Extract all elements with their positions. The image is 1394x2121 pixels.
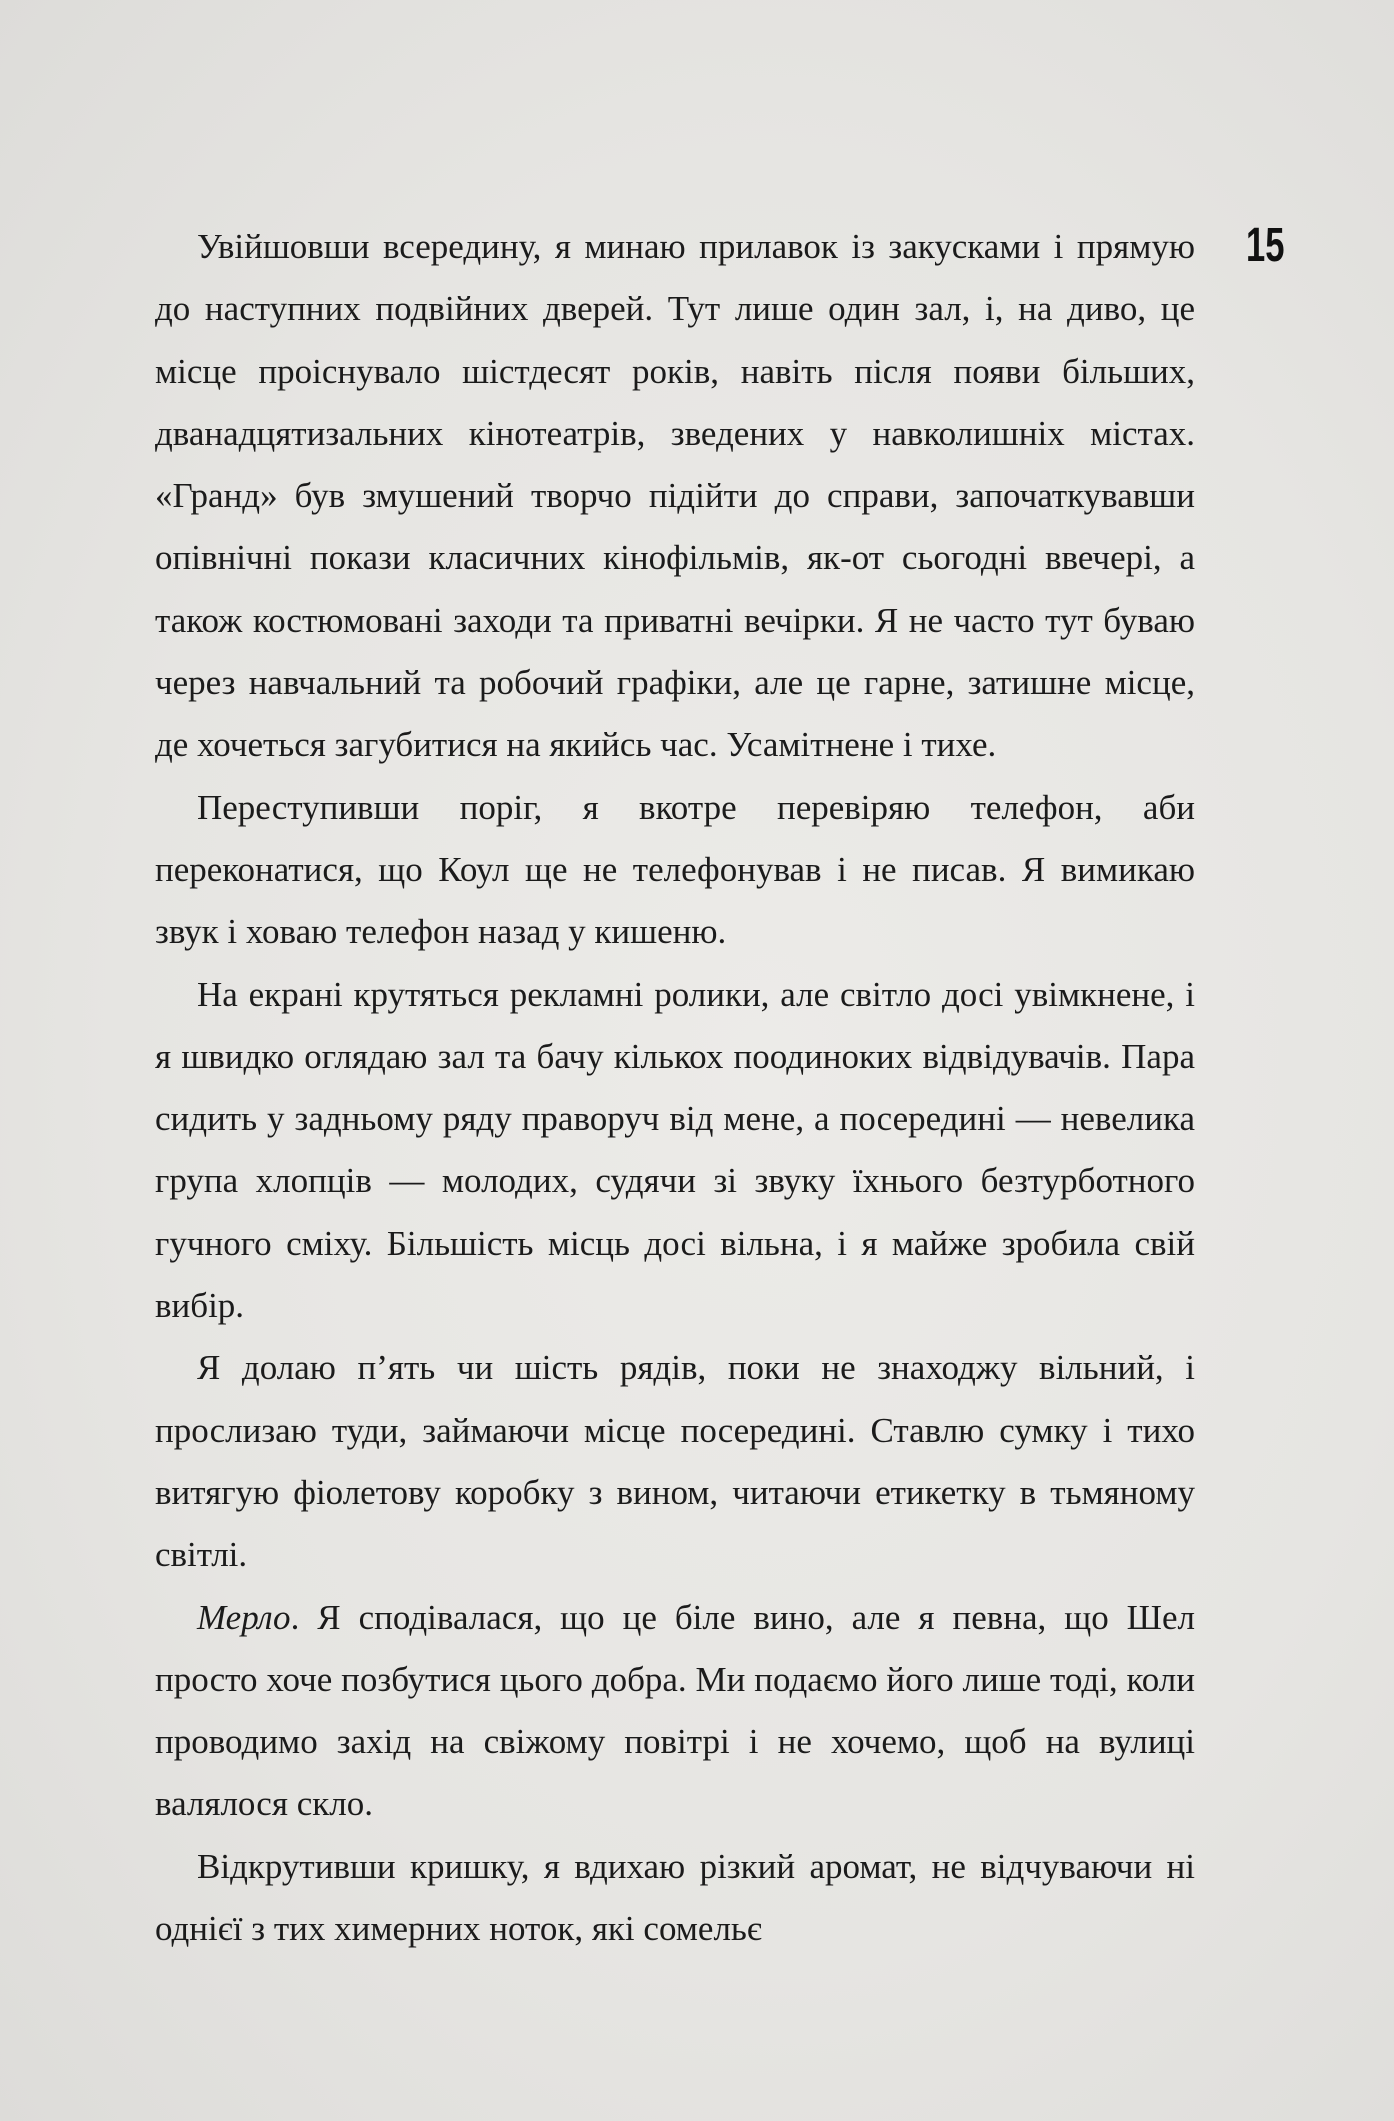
italic-word-merlot: Мерло bbox=[197, 1597, 291, 1637]
paragraph-checking-phone: Переступивши поріг, я вкотре перевіряю телефон, аби переконатися, що Коул ще не телефонував і не писав. Я вимикаю звук і ховаю телефон назад у кишеню. bbox=[155, 787, 1195, 952]
paragraph-opening-cap: Відкрутивши кришку, я вдихаю різкий аромат, не відчуваючи ні однієї з тих химерних ноток, які сомельє bbox=[155, 1846, 1195, 1949]
paragraph-merlot bbox=[155, 1587, 1195, 1836]
paragraph-entering-cinema: Увійшовши всередину, я минаю прилавок із закусками і прямую до наступних подвійних дверей. Тут лише один зал, і, на диво, це місце проіснувало шістдесят років, навіть після появи більших, дванадцятизальних кінотеатрів, зведених у навколишніх містах. «Гранд» був змушений творчо підійти до справи, започаткувавши опівнічні покази класичних кінофільмів, як-от сьогодні ввечері, а також костюмовані заходи та приватні вечірки. Я не часто тут буваю через навчальний та робочий графіки, але це гарне, затишне місце, де хочеться загубитися на якийсь час. Усамітнене і тихе. bbox=[155, 227, 1195, 765]
paragraph-finding-seat: Я долаю п’ять чи шість рядів, поки не знаходжу вільний, і прослизаю туди, займаючи місце посередині. Ставлю сумку і тихо витягую фіолетову коробку з вином, читаючи етикетку в тьмяному світлі. bbox=[155, 1348, 1195, 1575]
body-text bbox=[155, 216, 1195, 1960]
paragraph-merlot-text: . Я сподівалася, що це біле вино, але я певна, що Шел просто хоче позбутися цього добра. Ми подаємо його лише тоді, коли проводимо захід на свіжому повітрі і не хочемо, щоб на вулиці валялося скло. bbox=[155, 1597, 1195, 1824]
paragraph-looking-around-hall: На екрані крутяться рекламні ролики, але світло досі увімкнене, і я швидко оглядаю зал та бачу кількох поодиноких відвідувачів. Пара сидить у задньому ряду праворуч від мене, а посередині — невелика група хлопців — молодих, судячи зі звуку їхнього безтурботного гучного сміху. Більшість місць досі вільна, і я майже зробила свій вибір. bbox=[155, 974, 1195, 1326]
page-number: 15 bbox=[1246, 219, 1285, 272]
